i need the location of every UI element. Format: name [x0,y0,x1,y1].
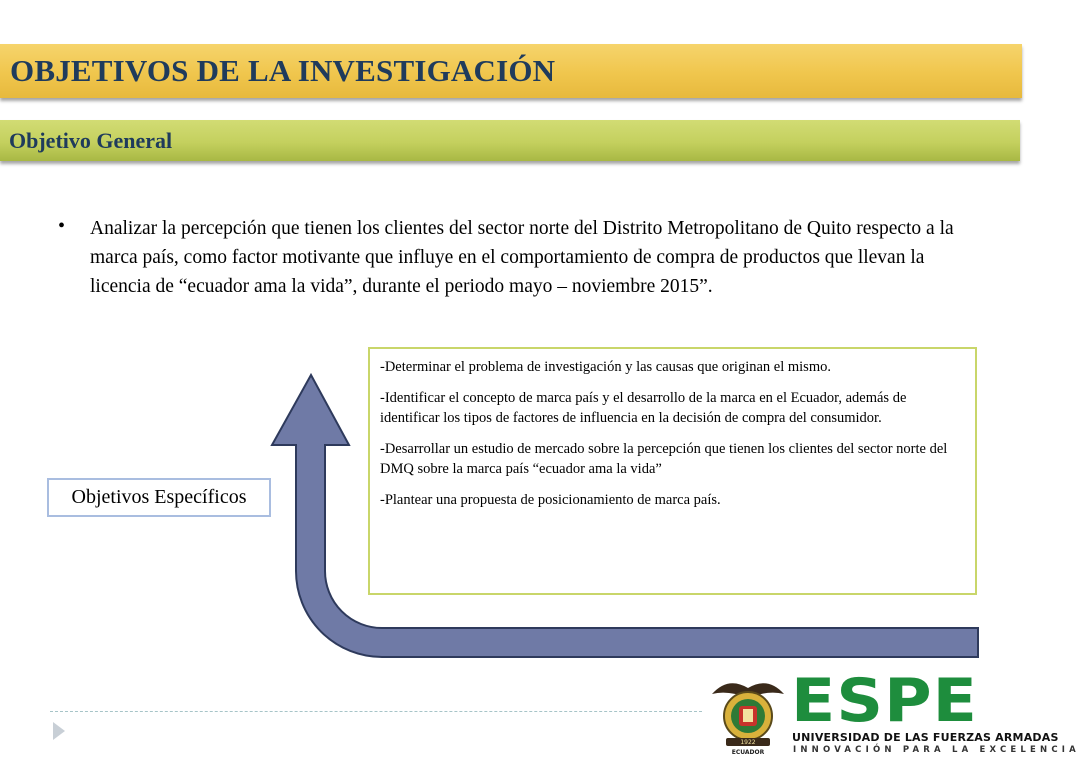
specific-objective-item: -Determinar el problema de investigación y las causas que originan el mismo. [380,359,831,375]
footer-divider [50,711,702,712]
specific-objectives-label: Objetivos Específicos [47,478,271,517]
specific-objective-item: -Identificar el concepto de marca país y el desarrollo de la marca en el Ecuador, además de identificar los tipos de factores de influencia en la decisión de compra del consumidor. [380,389,907,426]
specific-objectives-box [368,347,977,595]
bullet-icon: • [58,215,66,237]
section-label: Objetivo General [9,128,173,153]
seal-year: 1922 [740,739,756,746]
slide-title: OBJETIVOS DE LA INVESTIGACIÓN [10,53,556,88]
specific-objective-item: -Plantear una propuesta de posicionamiento de marca país. [380,491,721,508]
university-name: UNIVERSIDAD DE LAS FUERZAS ARMADAS [792,731,1059,744]
university-seal-icon [708,672,788,756]
play-triangle-icon[interactable] [53,722,65,740]
seal-country: ECUADOR [731,749,765,756]
general-objective-text: Analizar la percepción que tienen los clientes del sector norte del Distrito Metropolitano de Quito respecto a la marca país, como factor motivante que influye en el comportamiento de compra de productos que llevan la licencia de “ecuador ama la vida”, durante el periodo mayo – noviembre 2015”. [90,218,954,297]
specific-objective-item: -Desarrollar un estudio de mercado sobre la percepción que tienen los clientes del sector norte del DMQ sobre la marca país “ecuador ama la vida” [380,440,948,477]
espe-logo: ESPE [791,666,979,736]
university-motto: INNOVACIÓN PARA LA EXCELENCIA [793,745,1080,755]
